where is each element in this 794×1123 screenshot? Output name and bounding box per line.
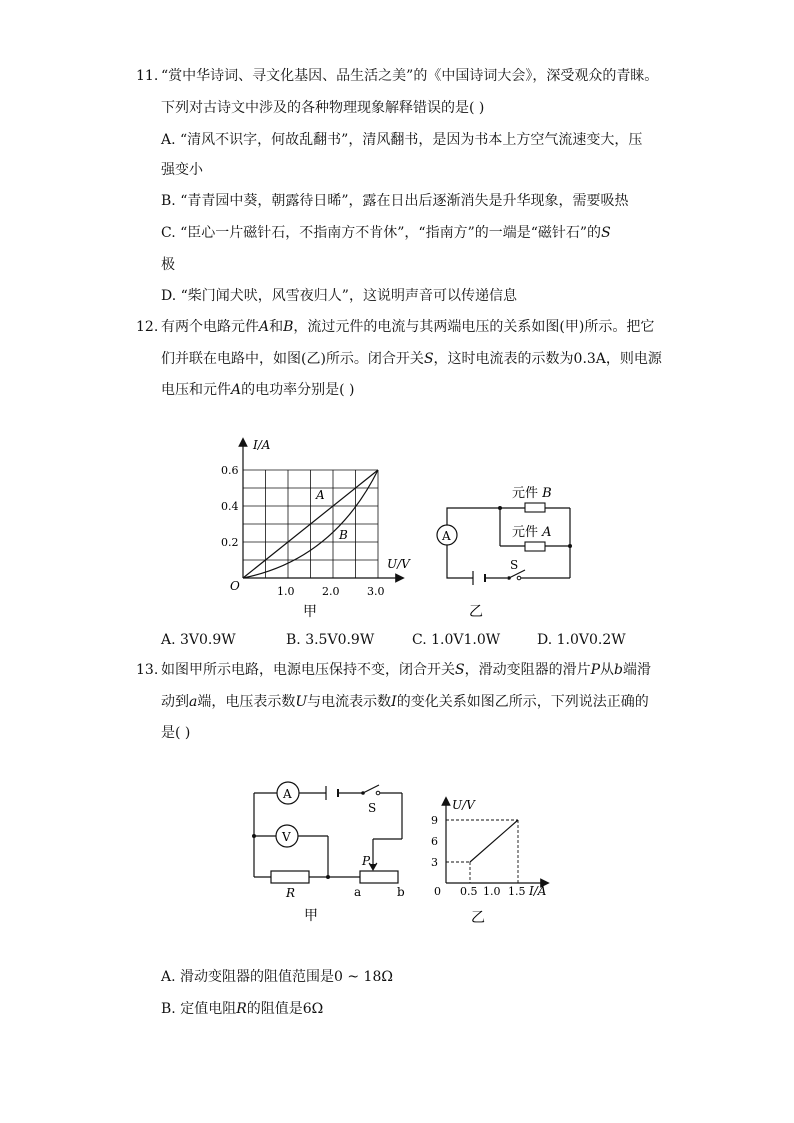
- q11-option-c-line2: 极: [161, 257, 175, 273]
- q13-ytick: 9: [431, 814, 438, 827]
- q13-switch-label: S: [368, 801, 377, 815]
- q12-label-b: B: [339, 528, 348, 542]
- q13-ui-graph: [425, 795, 555, 929]
- q13-text: 端滑: [622, 662, 651, 678]
- q13-option-b-text: 的阻值是6Ω: [246, 1001, 324, 1017]
- q13-ytick: 6: [431, 835, 438, 848]
- q12-stem-line2: [161, 349, 662, 369]
- q13-stem-line2: [161, 692, 649, 712]
- q11-stem-line1: “赏中华诗词、寻文化基因、品生活之美”的《中国诗词大会》，深受观众的青睐。: [161, 68, 659, 84]
- q12-ammeter-label: A: [442, 529, 451, 543]
- q13-var: P: [590, 662, 601, 678]
- q11-option-b: B. “青青园中葵，朝露待日晞”，露在日出后逐渐消失是升华现象，需要吸热: [161, 193, 629, 209]
- q12-iv-graph: [215, 432, 410, 622]
- q12-graph-caption: 甲: [303, 604, 317, 620]
- q13-ytick: 3: [431, 856, 438, 869]
- q13-xlabel: I/A: [529, 884, 547, 898]
- q12-text: 电压和元件: [161, 382, 231, 398]
- q13-option-b: [161, 999, 323, 1019]
- q13-resistor-label: R: [286, 886, 296, 900]
- q12-element-b-label: 元件 B: [512, 486, 552, 501]
- q12-xlabel: U/V: [387, 557, 410, 571]
- q13-option-a: A. 滑动变阻器的阻值范围是0 ~ 18Ω: [161, 969, 393, 985]
- q12-stem-line3: [161, 380, 355, 400]
- q11-option-a-line2: 强变小: [161, 162, 203, 178]
- q13-ylabel: U/V: [452, 798, 475, 812]
- q12-element-a-label: 元件 A: [512, 525, 552, 540]
- q11-option-c-line1: [161, 223, 611, 243]
- q12-text: ，这时电流表的示数为0.3A，则电源: [433, 351, 662, 367]
- q13-ui-line: [470, 820, 518, 862]
- q13-end-a: a: [354, 885, 362, 899]
- q12-text: ，流过元件的电流与其两端电压的关系如图(甲)所示。把它: [293, 319, 655, 335]
- q12-var: B: [283, 319, 294, 335]
- q12-ytick: 0.6: [221, 464, 239, 477]
- q12-label-a: A: [316, 488, 325, 502]
- q12-circuit: [425, 478, 585, 622]
- q12-ytick: 0.4: [221, 500, 239, 513]
- q13-var: S: [455, 662, 465, 678]
- q12-circuit-caption: 乙: [469, 604, 483, 620]
- q13-resistor-r: [271, 871, 309, 883]
- q12-option-d: D. 1.0V0.2W: [537, 632, 626, 648]
- q13-text: 的变化关系如图乙所示，下列说法正确的: [396, 694, 649, 710]
- q12-stem-line1: [161, 317, 654, 337]
- q12-text: 有两个电路元件: [161, 319, 259, 335]
- q12-switch-label: S: [510, 558, 519, 572]
- q13-rheostat: [360, 871, 398, 883]
- q11-option-d: D. “柴门闻犬吠，风雪夜归人”，这说明声音可以传递信息: [161, 288, 517, 304]
- q12-text: 们并联在电路中，如图(乙)所示。闭合开关: [161, 351, 424, 367]
- q12-number: 12.: [136, 319, 159, 335]
- q13-text: 如图甲所示电路，电源电压保持不变，闭合开关: [161, 662, 455, 678]
- q12-xtick: 1.0: [277, 585, 295, 598]
- q12-xtick: 2.0: [322, 585, 340, 598]
- q11-option-c-text: C. “臣心一片磁针石，不指南方不肯休”，“指南方”的一端是“磁针石”的: [161, 225, 602, 241]
- q13-text: 从: [600, 662, 615, 678]
- q12-var: A: [231, 382, 242, 398]
- q13-voltmeter-label: V: [282, 830, 291, 844]
- q13-circuit: [240, 775, 420, 927]
- q11-option-c-var: S: [601, 225, 611, 241]
- q12-ytick: 0.2: [221, 536, 239, 549]
- q13-var: I: [391, 694, 397, 710]
- q13-circuit-caption: 甲: [304, 908, 318, 924]
- q12-element-a-resistor: [525, 542, 545, 551]
- q12-origin: O: [230, 579, 240, 593]
- q12-var: A: [259, 319, 270, 335]
- q13-number: 13.: [136, 662, 159, 678]
- q12-xtick: 3.0: [367, 585, 385, 598]
- q12-option-a: A. 3V0.9W: [161, 632, 236, 648]
- q13-xtick: 0.5: [460, 885, 478, 898]
- q13-ammeter-label: A: [283, 787, 292, 801]
- q13-text: 动到: [161, 694, 189, 710]
- q13-slider-label: P: [362, 854, 371, 868]
- q12-option-c: C. 1.0V1.0W: [412, 632, 501, 648]
- q11-stem-line2: 下列对古诗文中涉及的各种物理现象解释错误的是( ): [161, 100, 485, 116]
- q13-stem-line3: 是( ): [161, 725, 191, 741]
- q13-graph-caption: 乙: [471, 910, 485, 926]
- q12-element-b-resistor: [525, 503, 545, 512]
- q13-end-b: b: [397, 885, 405, 899]
- q11-number: 11.: [136, 68, 159, 84]
- q13-stem-line1: [161, 660, 651, 680]
- q13-var: a: [189, 694, 198, 710]
- q12-ylabel: I/A: [253, 438, 271, 452]
- q13-origin: 0: [434, 885, 441, 898]
- q11-option-a-line1: A. “清风不识字，何故乱翻书”，清风翻书，是因为书本上方空气流速变大，压: [161, 132, 643, 148]
- q13-xtick: 1.0: [483, 885, 501, 898]
- q13-text: ，滑动变阻器的滑片: [464, 662, 591, 678]
- q13-text: 与电流表示数: [307, 694, 392, 710]
- q12-text: 和: [269, 319, 284, 335]
- q13-option-b-var: R: [236, 1001, 247, 1017]
- q13-var: U: [295, 694, 308, 710]
- q13-text: 端，电压表示数: [197, 694, 296, 710]
- q13-xtick: 1.5: [508, 885, 526, 898]
- q13-var: b: [614, 662, 623, 678]
- q12-text: 的电功率分别是( ): [241, 382, 355, 398]
- q13-option-b-text: B. 定值电阻: [161, 1001, 237, 1017]
- q12-option-b: B. 3.5V0.9W: [286, 632, 375, 648]
- q12-var: S: [423, 351, 434, 367]
